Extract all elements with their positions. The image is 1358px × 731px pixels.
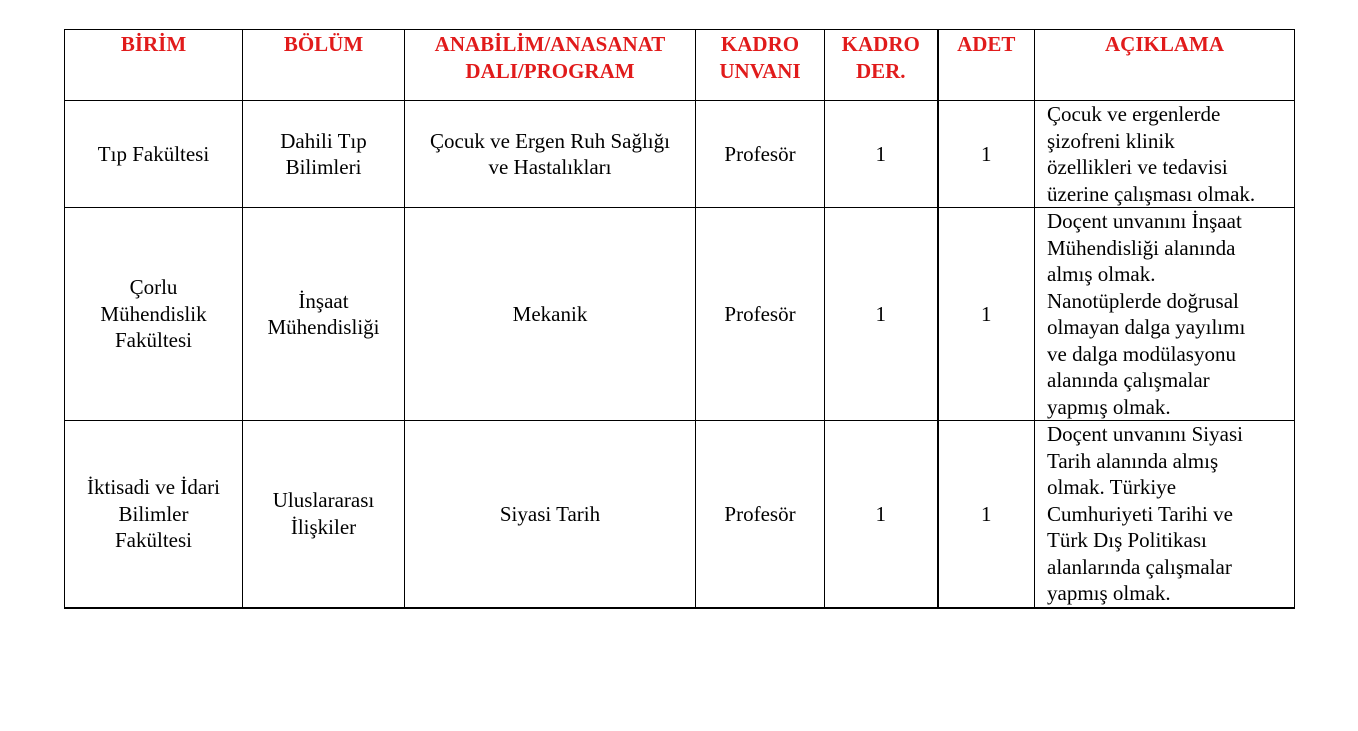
cell-line: yapmış olmak. [1047,581,1171,605]
cell-line: yapmış olmak. [1047,394,1171,419]
cell-line: olmayan dalga yayılımı [1047,315,1246,339]
cell-line: ve dalga modülasyonu [1047,341,1236,366]
cell-line: Mühendisliği alanında [1047,235,1236,260]
cell-line: Fakültesi [115,328,192,353]
cell-line: Doçent unvanını Siyasi [1047,422,1243,446]
header-bolum-text: BÖLÜM [283,32,364,56]
header-kadro-unvani-line-2: UNVANI [719,58,801,83]
table-row [65,421,1295,608]
cell-line: Mekanik [512,301,588,326]
cell-line: Doçent unvanını İnşaat [1047,209,1242,233]
cell-line: alanında çalışmalar [1047,368,1210,392]
cell-line: Çorlu [129,275,178,300]
cell-line: şizofreni klinik [1047,128,1175,153]
cell-bolum [243,101,405,208]
cell-line: Cumhuriyeti Tarihi ve [1047,501,1233,526]
cell-birim [65,101,243,208]
cell-aciklama [1035,208,1295,421]
cell-birim [65,208,243,421]
header-kadro-unvani-line-1: KADRO [720,32,800,56]
cell-kadro-der: 1 [825,421,938,608]
header-anabilim-line-1: ANABİLİM/ANASANAT [434,32,666,56]
table-row [65,101,1295,208]
cell-line: Siyasi Tarih [499,501,601,526]
header-birim-text: BİRİM [120,32,187,56]
cell-anabilim [405,101,696,208]
cell-line: İnşaat [298,288,349,313]
header-kadro-der-line-2: DER. [855,58,906,83]
cell-line: Bilimler [118,501,189,526]
table-row [65,208,1295,421]
header-bolum [243,30,405,101]
cell-line: Tarih alanında almış [1047,448,1219,473]
cell-adet: 1 [938,208,1035,421]
cell-kadro-der: 1 [825,208,938,421]
header-adet [938,30,1035,101]
cell-kadro-unvani: Profesör [696,208,825,421]
kadro-table [64,29,1295,609]
cell-line: Fakültesi [115,528,192,552]
cell-line: Mühendislik [100,301,207,326]
cell-line: Uluslararası [272,488,375,513]
cell-line: Tıp Fakültesi [97,141,210,166]
cell-birim [65,421,243,608]
cell-line: alanlarında çalışmalar [1047,554,1232,579]
cell-line: Çocuk ve ergenlerde [1047,102,1221,126]
cell-anabilim [405,421,696,608]
cell-anabilim [405,208,696,421]
header-adet-text: ADET [957,32,1016,56]
cell-line: Çocuk ve Ergen Ruh Sağlığı [430,128,670,153]
cell-line: Nanotüplerde doğrusal [1047,288,1239,313]
header-aciklama-text: AÇIKLAMA [1105,32,1224,56]
header-anabilim-line-2: DALI/PROGRAM [465,58,635,83]
cell-adet: 1 [938,421,1035,608]
cell-bolum [243,421,405,608]
cell-line: İktisadi ve İdari [87,475,220,499]
header-row [65,30,1295,101]
cell-kadro-unvani: Profesör [696,101,825,208]
header-birim [65,30,243,101]
cell-kadro-unvani: Profesör [696,421,825,608]
cell-line: Mühendisliği [267,315,380,339]
cell-aciklama [1035,421,1295,608]
cell-bolum [243,208,405,421]
cell-line: İlişkiler [290,514,357,539]
header-kadro-der [825,30,938,101]
cell-line: özellikleri ve tedavisi [1047,155,1228,179]
cell-aciklama [1035,101,1295,208]
header-kadro-der-line-1: KADRO [841,32,920,56]
header-aciklama [1035,30,1295,101]
cell-line: almış olmak. [1047,262,1156,286]
header-kadro-unvani [696,30,825,101]
cell-line: ve Hastalıkları [488,155,612,179]
cell-line: Dahili Tıp [280,128,367,153]
cell-kadro-der: 1 [825,101,938,208]
cell-line: olmak. Türkiye [1047,475,1177,499]
header-anabilim [405,30,696,101]
cell-line: üzerine çalışması olmak. [1047,181,1256,206]
cell-line: Türk Dış Politikası [1047,528,1207,552]
cell-adet: 1 [938,101,1035,208]
cell-line: Bilimleri [285,155,362,179]
